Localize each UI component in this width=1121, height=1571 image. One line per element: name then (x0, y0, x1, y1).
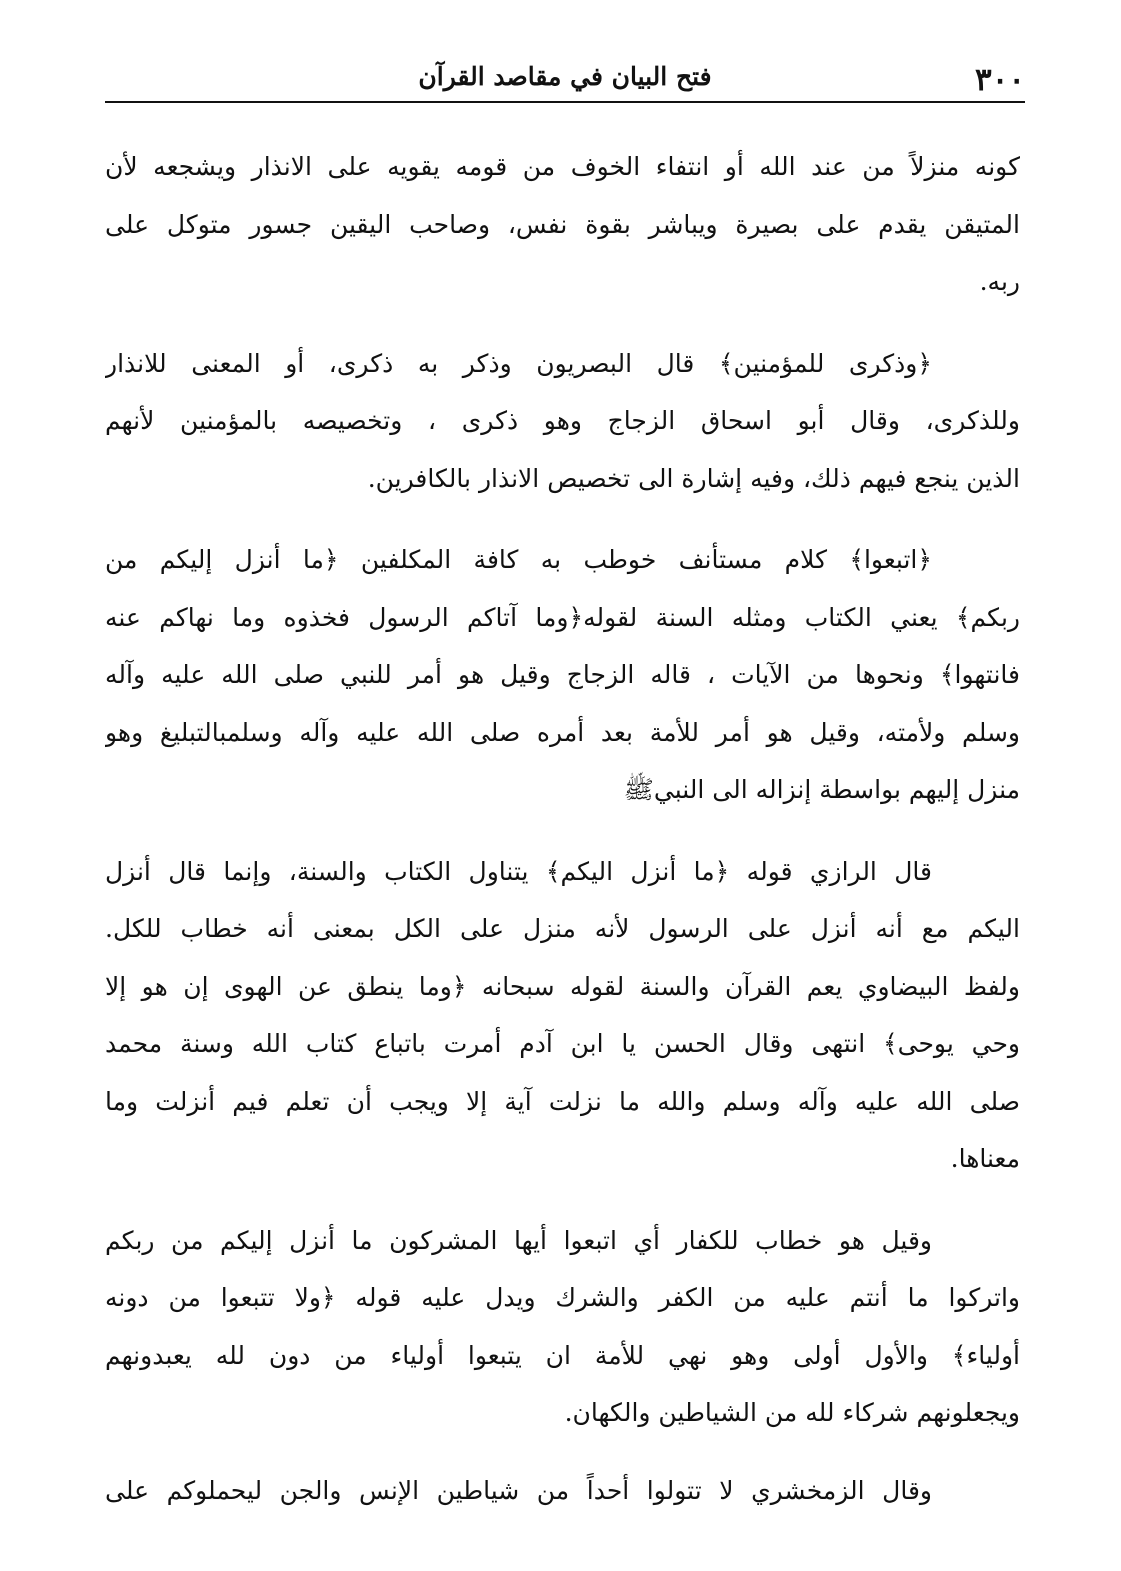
text-line: الذين ينجع فيهم ذلك، وفيه إشارة الى تخصيص الانذار بالكافرين. (367, 463, 1020, 493)
text-line: منزل إليهم بواسطة إنزاله الى النبيﷺ (623, 775, 1020, 804)
text-line: المتيقن يقدم على بصيرة ويباشر بقوة نفس، وصاحب اليقين جسور متوكل على (105, 209, 1020, 239)
paragraph-2 (105, 335, 1020, 508)
paragraph-5 (105, 1212, 1020, 1442)
text-line: وحي يوحى﴾ انتهى وقال الحسن يا ابن آدم أمرت باتباع كتاب الله وسنة محمد (105, 1029, 1020, 1058)
text-line: ربه. (979, 267, 1020, 296)
text-line: فانتهوا﴾ ونحوها من الآيات ، قاله الزجاج وقيل هو أمر للنبي صلى الله عليه وآله (105, 660, 1020, 689)
paragraph-gap (105, 1188, 1020, 1212)
paragraph-1 (105, 138, 1020, 311)
page-number: ٣٠٠ (975, 62, 1025, 98)
text-line: وسلم ولأمته، وقيل هو أمر للأمة بعد أمره صلى الله عليه وآله وسلمبالتبليغ وهو (105, 717, 1020, 747)
text-line: كونه منزلاً من عند الله أو انتفاء الخوف من قومه يقويه على الانذار ويشجعه لأن (105, 152, 1020, 181)
text-line: وقال الزمخشري لا تتولوا أحداً من شياطين الإنس والجن ليحملوكم على (105, 1475, 932, 1505)
text-line: صلى الله عليه وآله وسلم والله ما نزلت آية إلا ويجب أن تعلم فيم أنزلت وما (105, 1086, 1020, 1116)
text-line: ويجعلونهم شركاء لله من الشياطين والكهان. (564, 1398, 1020, 1427)
text-line: اليكم مع أنه أنزل على الرسول لأنه منزل على الكل بمعنى أنه خطاب للكل. (105, 914, 1020, 943)
text-line: ﴿وذكرى للمؤمنين﴾ قال البصريون وذكر به ذكرى، أو المعنى للانذار (105, 348, 932, 378)
text-line: معناها. (950, 1144, 1020, 1173)
text-line: قال الرازي قوله ﴿ما أنزل اليكم﴾ يتناول الكتاب والسنة، وإنما قال أنزل (105, 856, 932, 886)
header-divider (105, 101, 1025, 103)
paragraph-3 (105, 531, 1020, 819)
paragraph-gap (105, 819, 1020, 843)
text-line: واتركوا ما أنتم عليه من الكفر والشرك ويدل عليه قوله ﴿ولا تتبعوا من دونه (105, 1283, 1020, 1312)
paragraph-gap (105, 507, 1020, 531)
paragraph-gap (105, 1442, 1020, 1462)
running-title: فتح البيان في مقاصد القرآن (418, 62, 712, 91)
text-line: ﴿اتبعوا﴾ كلام مستأنف خوطب به كافة المكلفين ﴿ما أنزل إليكم من (105, 545, 932, 574)
text-line: أولياء﴾ والأول أولى وهو نهي للأمة ان يتبعوا أولياء من دون لله يعبدونهم (105, 1340, 1020, 1370)
text-line: وقيل هو خطاب للكفار أي اتبعوا أيها المشركون ما أنزل إليكم من ربكم (105, 1225, 932, 1255)
text-line: ربكم﴾ يعني الكتاب ومثله السنة لقوله﴿وما آتاكم الرسول فخذوه وما نهاكم عنه (105, 602, 1020, 632)
body-text (105, 138, 1020, 1519)
page-header (105, 52, 1025, 102)
paragraph-6 (105, 1462, 1020, 1520)
text-line: ولفظ البيضاوي يعم القرآن والسنة لقوله سبحانه ﴿وما ينطق عن الهوى إن هو إلا (105, 971, 1020, 1001)
paragraph-4 (105, 843, 1020, 1188)
text-line: وللذكرى، وقال أبو اسحاق الزجاج وهو ذكرى ، وتخصيصه بالمؤمنين لأنهم (105, 406, 1020, 435)
paragraph-gap (105, 311, 1020, 335)
